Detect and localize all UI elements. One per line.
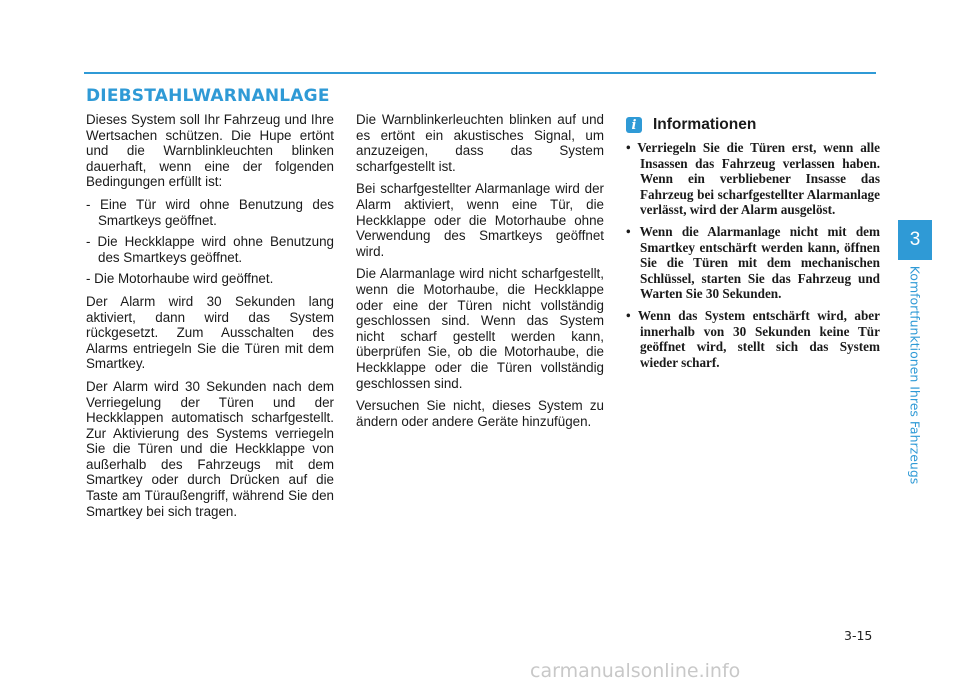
alarm-duration-paragraph: Der Alarm wird 30 Sekunden lang aktiviert, dann wird das System rückgesetzt. Zum Ausschalten des Alarms entriegeln Sie die Türen mit dem Smartkey. xyxy=(86,293,334,372)
info-item: • Wenn die Alarmanlage nicht mit dem Smartkey entschärft werden kann, öffnen Sie die Türen mit dem mechanischen Schlüssel, starten Sie das Fahrzeug und Warten Sie 30 Sekunden. xyxy=(626,223,880,302)
alarm-trigger-paragraph: Bei scharfgestellter Alarmanlage wird der Alarm aktiviert, wenn eine Tür, die Heckklappe oder die Motorhaube ohne Verwendung des Smartkeys geöffnet wird. xyxy=(356,181,604,259)
not-armed-paragraph: Die Alarmanlage wird nicht scharfgestellt, wenn die Motorhaube, die Heckklappe oder eine der Türen nicht vollständig geschlossen sind. Wenn das System nicht scharf gestellt werden kann, überprüfen Sie, ob die Motorhaube, die Heckklappe oder die Türen vollständig geschlossen sind. xyxy=(356,266,604,391)
info-item: • Verriegeln Sie die Türen erst, wenn alle Insassen das Fahrzeug verlassen haben. Wenn ein verbliebener Insasse das Fahrzeug bei scharfgestellter Alarmanlage verlässt, wird der Alarm ausgelöst. xyxy=(626,140,880,218)
intro-paragraph: Dieses System soll Ihr Fahrzeug und Ihre Wertsachen schützen. Die Hupe ertönt und die Warnblinkleuchten blinken dauerhaft, wenn eine der folgenden Bedingungen erfüllt ist: xyxy=(86,112,334,190)
info-icon: i xyxy=(626,117,642,133)
info-list xyxy=(626,140,880,370)
condition-list xyxy=(86,197,334,287)
watermark: carmanualsonline.info xyxy=(530,660,741,682)
info-box xyxy=(626,116,880,376)
chapter-number-tab: 3 xyxy=(898,220,932,260)
middle-column xyxy=(356,112,604,436)
condition-item: - Eine Tür wird ohne Benutzung des Smartkeys geöffnet. xyxy=(86,196,334,228)
armed-signal-paragraph: Die Warnblinkerleuchten blinken auf und es ertönt ein akustisches Signal, um anzuzeigen, dass das System scharfgestellt ist. xyxy=(356,112,604,174)
page-number: 3-15 xyxy=(844,628,873,643)
left-column xyxy=(86,112,334,526)
info-item: • Wenn das System entschärft wird, aber innerhalb von 30 Sekunden keine Tür geöffnet wird, stellt sich das System wieder scharf. xyxy=(626,307,880,370)
arming-paragraph: Der Alarm wird 30 Sekunden nach dem Verriegelung der Türen und der Heckklappen automatisch scharfgestellt. Zur Aktivierung des Systems verriegeln Sie die Türen und die Heckklappe von außerhalb des Fahrzeugs mit dem Smartkey oder durch Drücken auf die Taste am Türaußengriff, während Sie den Smartkey bei sich tragen. xyxy=(86,378,334,519)
chapter-title: Komfortfunktionen Ihres Fahrzeugs xyxy=(907,265,923,485)
header-rule xyxy=(84,72,876,74)
condition-item: - Die Heckklappe wird ohne Benutzung des Smartkeys geöffnet. xyxy=(86,234,334,265)
section-title: DIEBSTAHLWARNANLAGE xyxy=(86,86,330,106)
condition-item: - Die Motorhaube wird geöffnet. xyxy=(86,271,274,287)
modification-warning-paragraph: Versuchen Sie nicht, dieses System zu ändern oder andere Geräte hinzufügen. xyxy=(356,398,604,429)
info-title: Informationen xyxy=(653,116,757,133)
info-header xyxy=(626,116,880,134)
